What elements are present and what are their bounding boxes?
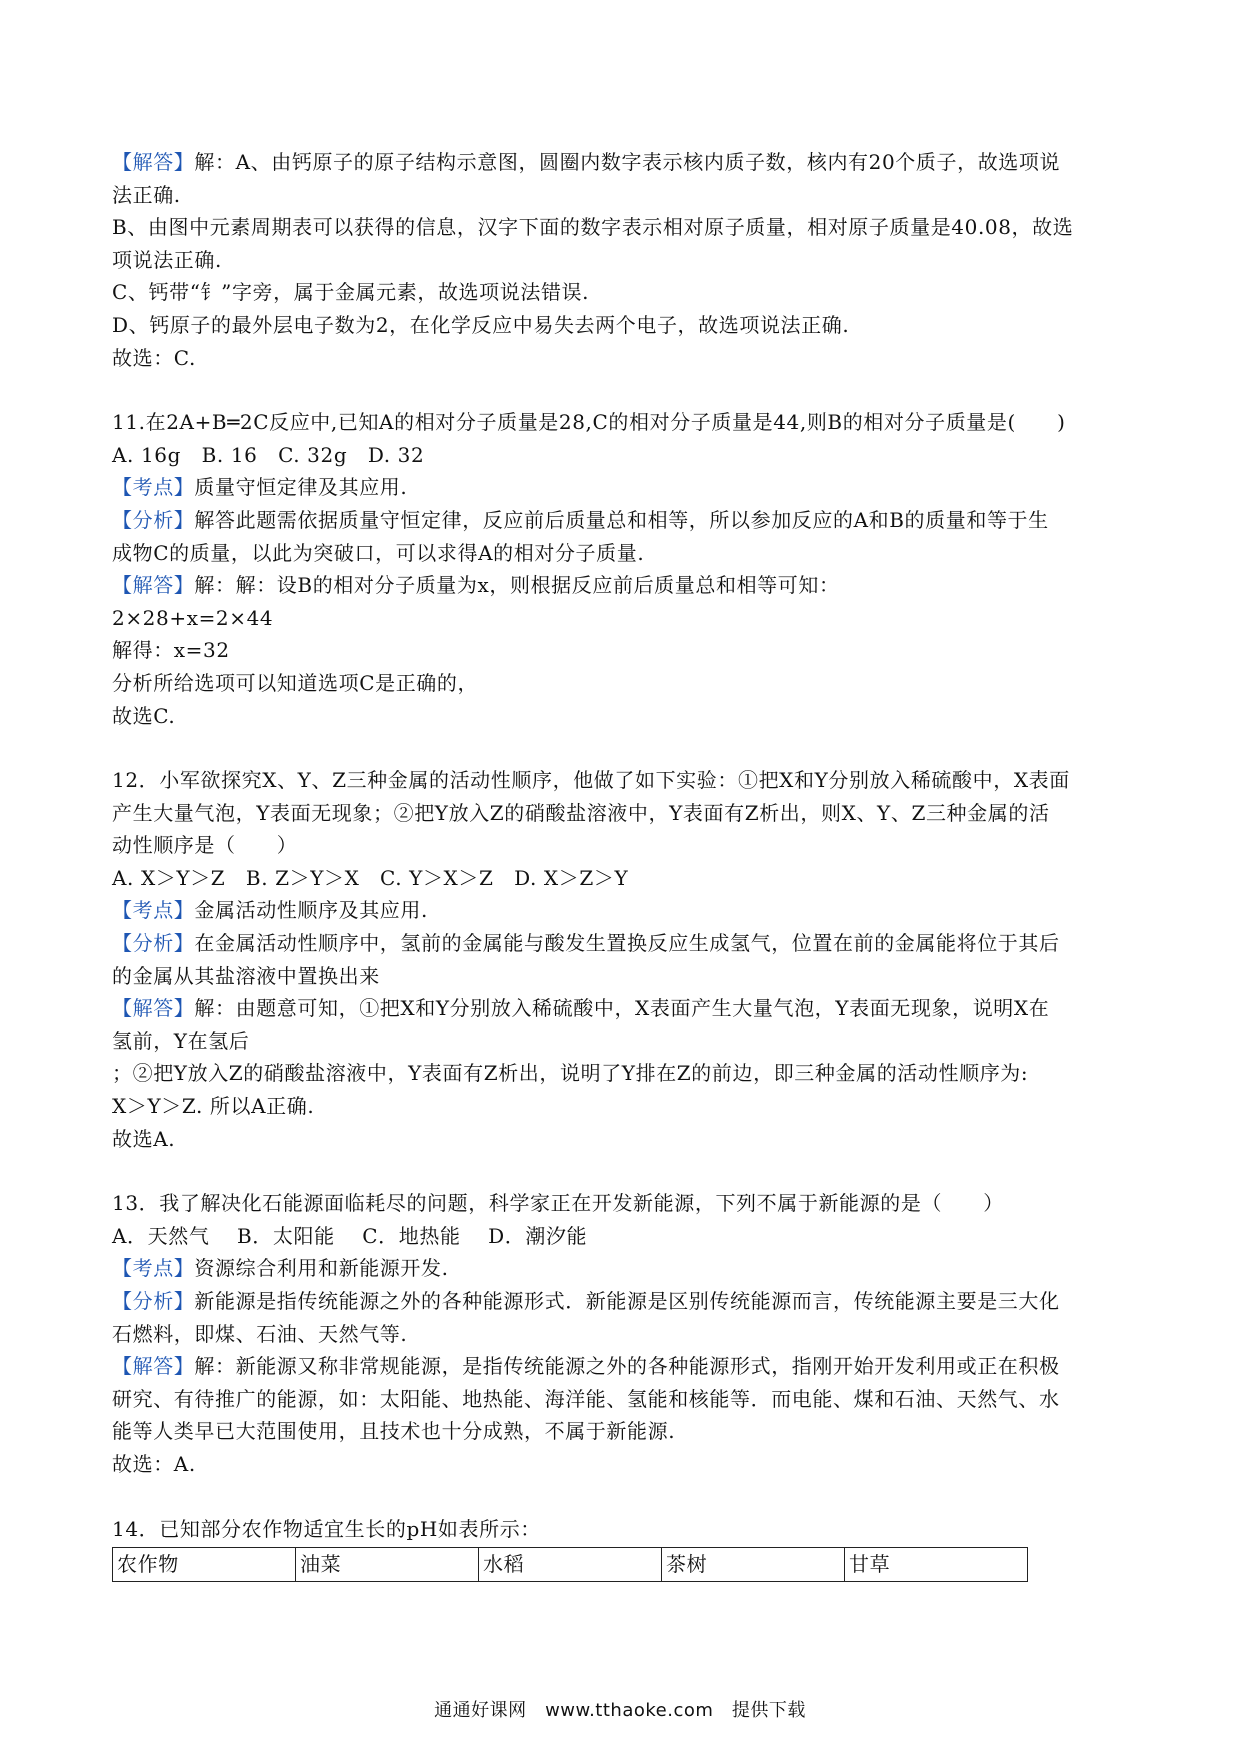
fenxi-text: 在金属活动性顺序中，氢前的金属能与酸发生置换反应生成氢气，位置在前的金属能将位于其后 <box>194 931 1060 956</box>
answer-line: D、钙原子的最外层电子数为2，在化学反应中易失去两个电子，故选项说法正确. <box>112 312 850 337</box>
kaodian-tag: 【考点】 <box>112 1256 195 1281</box>
question-12-stem-cont: 产生大量气泡，Y表面无现象；②把Y放入Z的硝酸盐溶液中，Y表面有Z析出，则X、Y、Z三种金属的活 <box>112 800 1050 825</box>
question-12-jieda-cont: 氢前，Y在氢后 <box>112 1028 250 1053</box>
question-11-jieda-cont: 解得：x=32 <box>112 638 230 663</box>
question-12-jieda <box>112 992 1132 1025</box>
question-13-jieda-cont: 研究、有待推广的能源，如：太阳能、地热能、海洋能、氢能和核能等．而电能、煤和石油、天然气、水 <box>112 1386 1060 1411</box>
question-13-jieda-cont: 故选：A. <box>112 1451 196 1476</box>
jieda-text: 解：新能源又称非常规能源，是指传统能源之外的各种能源形式，指刚开始开发利用或正在积极 <box>194 1354 1060 1379</box>
kaodian-text: 质量守恒定律及其应用. <box>194 475 408 500</box>
fenxi-tag: 【分析】 <box>112 507 195 532</box>
answer-line: B、由图中元素周期表可以获得的信息，汉字下面的数字表示相对原子质量，相对原子质量是40.08，故选 <box>112 215 1074 240</box>
spacer <box>112 732 1132 764</box>
table-row <box>113 1548 1028 1582</box>
question-11-jieda <box>112 569 1132 602</box>
kaodian-tag: 【考点】 <box>112 475 195 500</box>
question-12-kaodian <box>112 894 1132 927</box>
question-12-stem: 12．小军欲探究X、Y、Z三种金属的活动性顺序，他做了如下实验：①把X和Y分别放入稀硫酸中，X表面 <box>112 768 1070 793</box>
table-header-cell: 水稻 <box>479 1548 662 1582</box>
jieda-text: 解：由题意可知，①把X和Y分别放入稀硫酸中，X表面产生大量气泡，Y表面无现象，说明X在 <box>194 996 1050 1021</box>
answer-line: 项说法正确. <box>112 247 222 272</box>
jieda-text: 解：解：设B的相对分子质量为x，则根据反应前后质量总和相等可知： <box>194 573 840 598</box>
question-12-options: A. X＞Y＞Z B. Z＞Y＞X C. Y＞X＞Z D. X＞Z＞Y <box>112 865 629 890</box>
question-13-options: A．天然气 B．太阳能 C．地热能 D．潮汐能 <box>112 1223 588 1248</box>
question-11-fenxi <box>112 504 1132 537</box>
question-13-jieda <box>112 1350 1132 1383</box>
spacer <box>112 1481 1132 1513</box>
question-12-jieda-cont: ；②把Y放入Z的硝酸盐溶液中，Y表面有Z析出，说明了Y排在Z的前边，即三种金属的活动性顺序为: <box>112 1061 1029 1086</box>
question-13-fenxi-cont: 石燃料，即煤、石油、天然气等. <box>112 1321 408 1346</box>
answer-line: 法正确. <box>112 182 181 207</box>
question-12-jieda-cont: 故选A. <box>112 1126 176 1151</box>
fenxi-text: 新能源是指传统能源之外的各种能源形式．新能源是区别传统能源而言，传统能源主要是三大化 <box>194 1289 1060 1313</box>
answer-tag: 【解答】 <box>112 150 195 174</box>
jieda-tag: 【解答】 <box>112 996 195 1021</box>
question-13-jieda-cont: 能等人类早已大范围使用，且技术也十分成熟，不属于新能源. <box>112 1419 676 1444</box>
spacer <box>112 374 1132 406</box>
question-11-jieda-cont: 故选C. <box>112 703 176 728</box>
table-header-cell: 甘草 <box>845 1548 1028 1582</box>
question-13-stem: 13．我了解决化石能源面临耗尽的问题，科学家正在开发新能源，下列不属于新能源的是（ ） <box>112 1191 1004 1216</box>
jieda-tag: 【解答】 <box>112 1354 195 1379</box>
fenxi-text: 解答此题需依据质量守恒定律，反应前后质量总和相等，所以参加反应的A和B的质量和等于生 <box>194 507 1049 532</box>
table-header-cell: 油菜 <box>296 1548 479 1582</box>
answer-text: 解：A、由钙原子的原子结构示意图，圆圈内数字表示核内质子数，核内有20个质子，故选项说 <box>194 150 1061 174</box>
question-12-fenxi-cont: 的金属从其盐溶液中置换出来 <box>112 963 380 988</box>
answer-line: 故选：C. <box>112 345 196 370</box>
answer-line <box>112 146 1132 179</box>
question-11-jieda-cont: 分析所给选项可以知道选项C是正确的， <box>112 670 479 695</box>
answer-line: C、钙带“钅”字旁，属于金属元素，故选项说法错误. <box>112 280 590 305</box>
question-13-fenxi <box>112 1285 1132 1318</box>
kaodian-text: 金属活动性顺序及其应用. <box>194 898 428 923</box>
question-11-stem: 11.在2A+B═2C反应中,已知A的相对分子质量是28,C的相对分子质量是44,则B的相对分子质量是( ) <box>112 410 1066 435</box>
page-footer: 通通好课网 www.tthaoke.com 提供下载 <box>434 1700 806 1721</box>
kaodian-text: 资源综合利用和新能源开发. <box>194 1256 449 1281</box>
jieda-tag: 【解答】 <box>112 573 195 598</box>
question-14-stem: 14．已知部分农作物适宜生长的pH如表所示： <box>112 1516 541 1541</box>
question-11-options: A. 16g B. 16 C. 32g D. 32 <box>112 442 425 467</box>
question-12-stem-cont: 动性顺序是（ ） <box>112 833 298 858</box>
table-header-cell: 茶树 <box>662 1548 845 1582</box>
question-11-kaodian <box>112 471 1132 504</box>
fenxi-tag: 【分析】 <box>112 931 195 956</box>
question-13-kaodian <box>112 1252 1132 1285</box>
question-11-jieda-cont: 2×28+x=2×44 <box>112 605 274 630</box>
question-11-fenxi-cont: 成物C的质量，以此为突破口，可以求得A的相对分子质量. <box>112 540 645 565</box>
kaodian-tag: 【考点】 <box>112 898 195 923</box>
table-header-cell: 农作物 <box>113 1548 296 1582</box>
spacer <box>112 1155 1132 1187</box>
fenxi-tag: 【分析】 <box>112 1289 195 1313</box>
ph-table <box>112 1547 1028 1582</box>
question-12-jieda-cont: X＞Y＞Z. 所以A正确. <box>112 1094 315 1119</box>
question-12-fenxi <box>112 927 1132 960</box>
document-body <box>112 146 1132 1582</box>
